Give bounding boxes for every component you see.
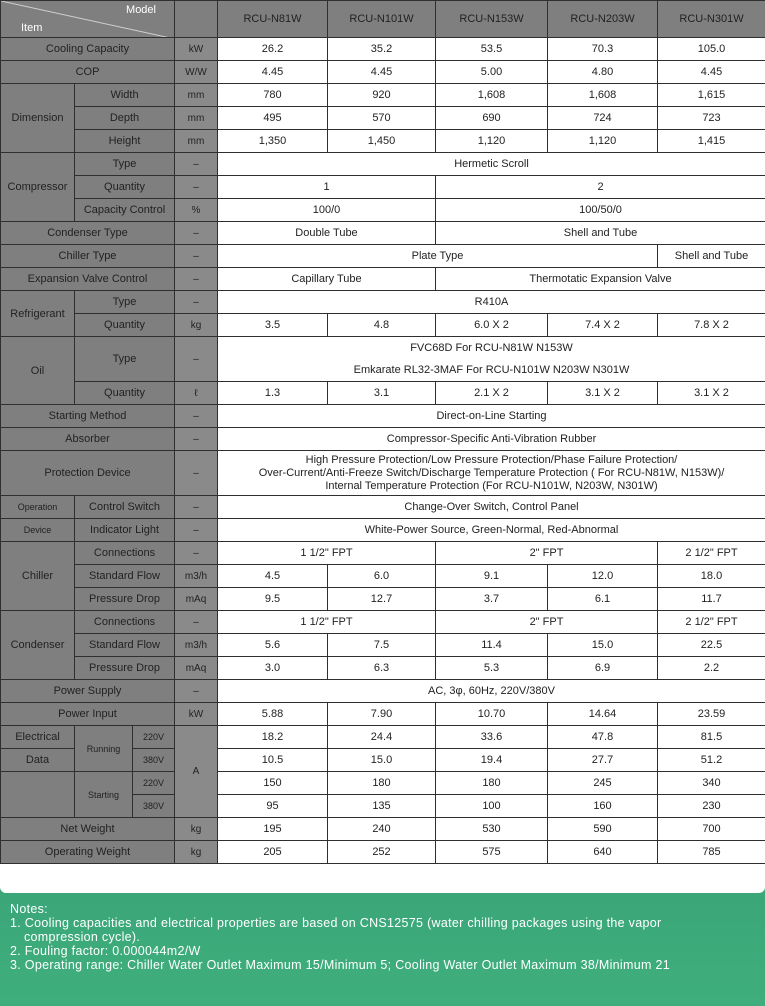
cell: 5.00: [436, 61, 548, 84]
cell: 180: [328, 772, 436, 795]
group-label: Refrigerant: [1, 291, 75, 337]
cell: 70.3: [548, 38, 658, 61]
row-unit: mm: [175, 84, 218, 107]
cell: 4.45: [328, 61, 436, 84]
row-unit: mm: [175, 107, 218, 130]
cell: 18.2: [218, 726, 328, 749]
row-starting-method: [1, 405, 765, 428]
row-refrigerant-quantity: [1, 314, 765, 337]
cell: 205: [218, 841, 328, 864]
cell: 7.4 X 2: [548, 314, 658, 337]
row-unit: –: [175, 428, 218, 451]
cell: 33.6: [436, 726, 548, 749]
cell: 11.4: [436, 634, 548, 657]
cell: 1,608: [548, 84, 658, 107]
cell: 245: [548, 772, 658, 795]
row-label: Net Weight: [1, 818, 175, 841]
cell: 7.90: [328, 703, 436, 726]
cell: 6.0: [328, 565, 436, 588]
cell: 1,120: [548, 130, 658, 153]
running-label: Running: [75, 726, 133, 772]
row-label: Operating Weight: [1, 841, 175, 864]
row-label: Height: [75, 130, 175, 153]
oil-type-line: Emkarate RL32-3MAF For RCU-N101W N203W N301W: [353, 363, 630, 376]
row-unit: A: [175, 726, 218, 818]
row-unit: m3/h: [175, 634, 218, 657]
row-unit: –: [175, 542, 218, 565]
row-condenser-connections: [1, 611, 765, 634]
cell: AC, 3φ, 60Hz, 220V/380V: [218, 680, 765, 703]
cell: Shell and Tube: [436, 222, 765, 245]
row-unit: kW: [175, 703, 218, 726]
cell: 4.8: [328, 314, 436, 337]
row-dimension-width: [1, 84, 765, 107]
cell: 95: [218, 795, 328, 818]
row-label: Type: [75, 291, 175, 314]
row-label: Quantity: [75, 382, 175, 405]
row-unit: kg: [175, 314, 218, 337]
row-label: Quantity: [75, 314, 175, 337]
cell: 6.9: [548, 657, 658, 680]
cell: 18.0: [658, 565, 765, 588]
protection-cell: [218, 451, 765, 496]
cell: 1,450: [328, 130, 436, 153]
row-absorber: [1, 428, 765, 451]
cell: 10.5: [218, 749, 328, 772]
cell: 4.45: [218, 61, 328, 84]
cell: 7.5: [328, 634, 436, 657]
group-label: Chiller: [1, 542, 75, 611]
cell: Thermotatic Expansion Valve: [436, 268, 765, 291]
cell: 1 1/2" FPT: [218, 542, 436, 565]
cell: 1.3: [218, 382, 328, 405]
row-chiller-type: [1, 245, 765, 268]
starting-label: Starting: [75, 772, 133, 818]
row-power-input: [1, 703, 765, 726]
row-condenser-type: [1, 222, 765, 245]
cell: Plate Type: [218, 245, 658, 268]
row-label: Standard Flow: [75, 634, 175, 657]
notes-section: [10, 902, 750, 972]
row-label: Pressure Drop: [75, 657, 175, 680]
row-unit: m3/h: [175, 565, 218, 588]
row-cooling-capacity: [1, 38, 765, 61]
cell: 1,615: [658, 84, 765, 107]
cell: 690: [436, 107, 548, 130]
group-label: Operation: [1, 496, 75, 519]
row-label: Standard Flow: [75, 565, 175, 588]
row-chiller-flow: [1, 565, 765, 588]
cell: 4.5: [218, 565, 328, 588]
cell: 1 1/2" FPT: [218, 611, 436, 634]
cell: 780: [218, 84, 328, 107]
cell: 47.8: [548, 726, 658, 749]
row-unit: –: [175, 176, 218, 199]
cell: 5.88: [218, 703, 328, 726]
row-label: Depth: [75, 107, 175, 130]
group-label: Compressor: [1, 153, 75, 222]
row-label: Type: [75, 153, 175, 176]
cell: 3.7: [436, 588, 548, 611]
cell: 3.0: [218, 657, 328, 680]
row-label: Protection Device: [1, 451, 175, 496]
cell: 19.4: [436, 749, 548, 772]
row-condenser-drop: [1, 657, 765, 680]
row-unit: mAq: [175, 588, 218, 611]
cell: 1: [218, 176, 436, 199]
row-label: Power Input: [1, 703, 175, 726]
cell: White-Power Source, Green-Normal, Red-Abnormal: [218, 519, 765, 542]
cell: 240: [328, 818, 436, 841]
header-row: [1, 1, 765, 38]
cell: 27.7: [548, 749, 658, 772]
row-label: Width: [75, 84, 175, 107]
group-label: Electrical: [1, 726, 75, 749]
cell: 590: [548, 818, 658, 841]
cell: 7.8 X 2: [658, 314, 765, 337]
row-label: Expansion Valve Control: [1, 268, 175, 291]
cell: 1,608: [436, 84, 548, 107]
cell: 9.1: [436, 565, 548, 588]
cell: 785: [658, 841, 765, 864]
row-compressor-type: [1, 153, 765, 176]
protection-line: Over-Current/Anti-Freeze Switch/Discharge Temperature Protection ( For RCU-N81W, N153W)/: [258, 466, 725, 479]
row-unit: kg: [175, 841, 218, 864]
row-condenser-flow: [1, 634, 765, 657]
model-col-header: RCU-N203W: [548, 1, 658, 38]
cell: 35.2: [328, 38, 436, 61]
row-unit: –: [175, 337, 218, 382]
cell: 26.2: [218, 38, 328, 61]
cell: 9.5: [218, 588, 328, 611]
cell: 1,415: [658, 130, 765, 153]
group-label: Device: [1, 519, 75, 542]
row-label: Starting Method: [1, 405, 175, 428]
row-dimension-depth: [1, 107, 765, 130]
row-running-220: [1, 726, 765, 749]
cell: 14.64: [548, 703, 658, 726]
model-col-header: RCU-N301W: [658, 1, 765, 38]
cell: 700: [658, 818, 765, 841]
row-chiller-drop: [1, 588, 765, 611]
cell: 1,120: [436, 130, 548, 153]
cell: 724: [548, 107, 658, 130]
cell: 180: [436, 772, 548, 795]
row-label: Capacity Control: [75, 199, 175, 222]
protection-line: High Pressure Protection/Low Pressure Protection/Phase Failure Protection/: [305, 453, 678, 466]
voltage-label: 380V: [133, 749, 175, 772]
cell: 2: [436, 176, 765, 199]
cell: 105.0: [658, 38, 765, 61]
model-col-header: RCU-N81W: [218, 1, 328, 38]
cell: 2 1/2" FPT: [658, 611, 765, 634]
voltage-label: 220V: [133, 726, 175, 749]
cell: Double Tube: [218, 222, 436, 245]
cell: 230: [658, 795, 765, 818]
cell: 3.5: [218, 314, 328, 337]
note-line: 2. Fouling factor: 0.000044m2/W: [10, 944, 201, 958]
cell: 570: [328, 107, 436, 130]
row-expansion-valve: [1, 268, 765, 291]
row-unit: W/W: [175, 61, 218, 84]
cell: 135: [328, 795, 436, 818]
cell: 24.4: [328, 726, 436, 749]
cell: 252: [328, 841, 436, 864]
cell: 12.7: [328, 588, 436, 611]
cell: 340: [658, 772, 765, 795]
cell: 100: [436, 795, 548, 818]
item-header: Item: [21, 22, 43, 34]
group-label-blank: [1, 772, 75, 818]
row-oil-quantity: [1, 382, 765, 405]
row-label: Connections: [75, 611, 175, 634]
row-protection-device: [1, 451, 765, 496]
cell: 530: [436, 818, 548, 841]
cell: Shell and Tube: [658, 245, 765, 268]
cell: 100/50/0: [436, 199, 765, 222]
cell: 160: [548, 795, 658, 818]
group-label: Dimension: [1, 84, 75, 153]
row-label: Type: [75, 337, 175, 382]
row-label: Connections: [75, 542, 175, 565]
row-power-supply: [1, 680, 765, 703]
cell: 1,350: [218, 130, 328, 153]
voltage-label: 380V: [133, 795, 175, 818]
row-unit: –: [175, 245, 218, 268]
row-unit: mAq: [175, 657, 218, 680]
cell: 2.2: [658, 657, 765, 680]
row-starting-220: [1, 772, 765, 795]
cell: 2" FPT: [436, 542, 658, 565]
row-label: COP: [1, 61, 175, 84]
cell: 195: [218, 818, 328, 841]
cell: 6.1: [548, 588, 658, 611]
cell: 150: [218, 772, 328, 795]
group-label: Data: [1, 749, 75, 772]
row-label: Pressure Drop: [75, 588, 175, 611]
cell: 53.5: [436, 38, 548, 61]
cell: Direct-on-Line Starting: [218, 405, 765, 428]
cell: 12.0: [548, 565, 658, 588]
row-compressor-quantity: [1, 176, 765, 199]
row-label: Absorber: [1, 428, 175, 451]
model-header: Model: [126, 4, 156, 16]
row-label: Control Switch: [75, 496, 175, 519]
cell: 6.3: [328, 657, 436, 680]
cell: 3.1: [328, 382, 436, 405]
row-indicator-light: [1, 519, 765, 542]
row-compressor-capacity-control: [1, 199, 765, 222]
oil-type-cell: [218, 337, 765, 382]
cell: 495: [218, 107, 328, 130]
row-unit: –: [175, 680, 218, 703]
cell: 5.6: [218, 634, 328, 657]
row-chiller-connections: [1, 542, 765, 565]
cell: 575: [436, 841, 548, 864]
cell: Capillary Tube: [218, 268, 436, 291]
row-unit: –: [175, 268, 218, 291]
cell: 723: [658, 107, 765, 130]
cell: 2.1 X 2: [436, 382, 548, 405]
cell: 5.3: [436, 657, 548, 680]
cell: 10.70: [436, 703, 548, 726]
cell: Hermetic Scroll: [218, 153, 765, 176]
cell: 11.7: [658, 588, 765, 611]
note-line: 3. Operating range: Chiller Water Outlet Maximum 15/Minimum 5; Cooling Water Outlet Maximum 38/Minimum 21: [10, 958, 670, 972]
note-line: 1. Cooling capacities and electrical properties are based on CNS12575 (water chilling packages using the vapor: [10, 916, 662, 930]
note-line: compression cycle).: [24, 930, 141, 944]
cell: 15.0: [328, 749, 436, 772]
cell: 640: [548, 841, 658, 864]
row-label: Cooling Capacity: [1, 38, 175, 61]
cell: 81.5: [658, 726, 765, 749]
row-unit: ℓ: [175, 382, 218, 405]
cell: 3.1 X 2: [548, 382, 658, 405]
protection-line: Internal Temperature Protection (For RCU-N101W, N203W, N301W): [325, 479, 658, 492]
row-oil-type: [1, 337, 765, 382]
row-unit: –: [175, 222, 218, 245]
row-label: Chiller Type: [1, 245, 175, 268]
row-unit: –: [175, 291, 218, 314]
cell: 3.1 X 2: [658, 382, 765, 405]
unit-header: [175, 1, 218, 38]
model-col-header: RCU-N101W: [328, 1, 436, 38]
row-unit: –: [175, 519, 218, 542]
row-dimension-height: [1, 130, 765, 153]
notes-title: Notes:: [10, 902, 48, 916]
cell: 2 1/2" FPT: [658, 542, 765, 565]
cell: 22.5: [658, 634, 765, 657]
cell: 4.45: [658, 61, 765, 84]
cell: 51.2: [658, 749, 765, 772]
row-unit: –: [175, 611, 218, 634]
cell: Compressor-Specific Anti-Vibration Rubber: [218, 428, 765, 451]
row-unit: –: [175, 153, 218, 176]
voltage-label: 220V: [133, 772, 175, 795]
cell: 2" FPT: [436, 611, 658, 634]
cell: 23.59: [658, 703, 765, 726]
cell: 6.0 X 2: [436, 314, 548, 337]
row-unit: %: [175, 199, 218, 222]
row-unit: –: [175, 496, 218, 519]
group-label: Oil: [1, 337, 75, 405]
row-label: Condenser Type: [1, 222, 175, 245]
row-unit: mm: [175, 130, 218, 153]
cell: 100/0: [218, 199, 436, 222]
row-label: Quantity: [75, 176, 175, 199]
row-refrigerant-type: [1, 291, 765, 314]
row-unit: kW: [175, 38, 218, 61]
group-label: Condenser: [1, 611, 75, 680]
row-unit: kg: [175, 818, 218, 841]
cell: 15.0: [548, 634, 658, 657]
row-operating-weight: [1, 841, 765, 864]
cell: Change-Over Switch, Control Panel: [218, 496, 765, 519]
row-cop: [1, 61, 765, 84]
row-net-weight: [1, 818, 765, 841]
item-model-corner: [1, 1, 175, 38]
row-unit: –: [175, 451, 218, 496]
row-label: Indicator Light: [75, 519, 175, 542]
cell: 920: [328, 84, 436, 107]
cell: 4.80: [548, 61, 658, 84]
row-unit: –: [175, 405, 218, 428]
cell: R410A: [218, 291, 765, 314]
model-col-header: RCU-N153W: [436, 1, 548, 38]
oil-type-line: FVC68D For RCU-N81W N153W: [410, 341, 573, 354]
row-label: Power Supply: [1, 680, 175, 703]
row-control-switch: [1, 496, 765, 519]
